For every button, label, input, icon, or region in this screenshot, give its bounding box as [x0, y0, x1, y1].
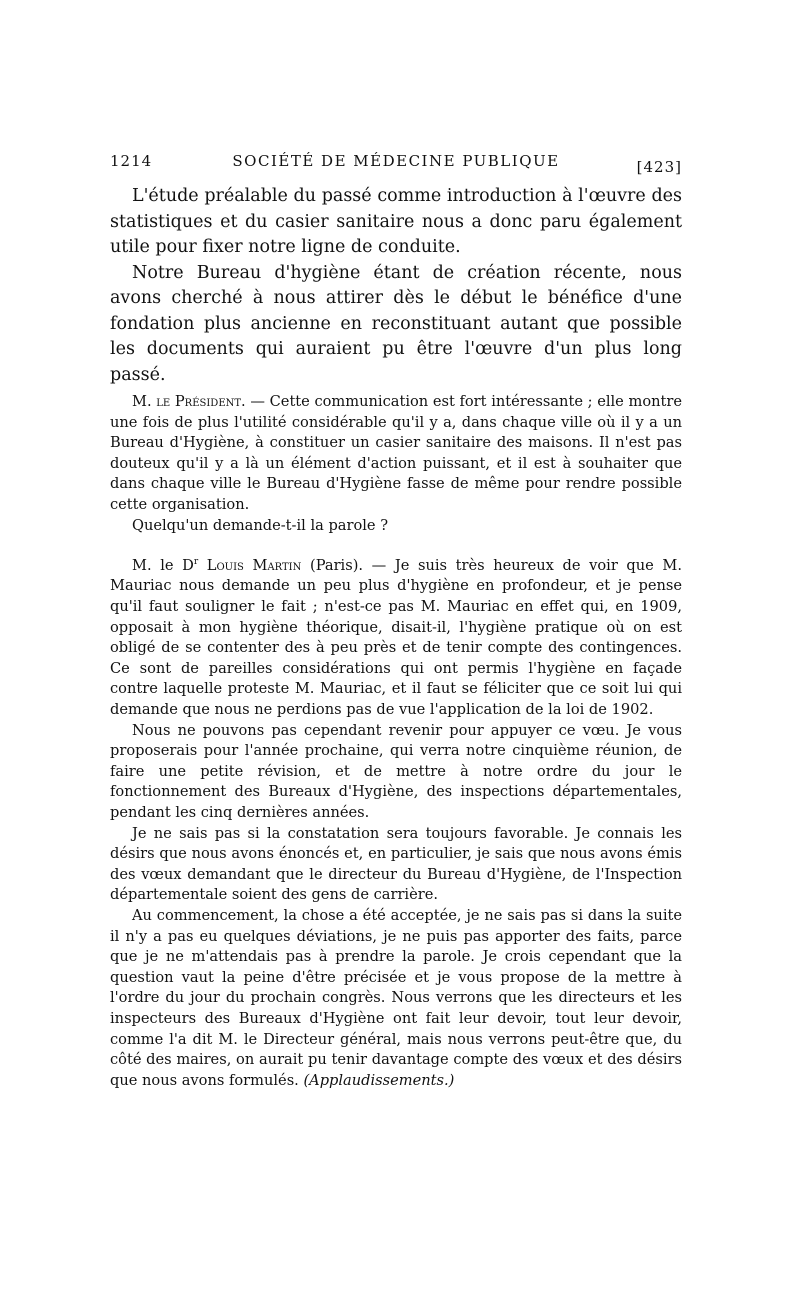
running-head [110, 148, 682, 176]
intro-paragraph-1: L'étude préalable du passé comme introduction à l'œuvre des statistiques et du casier sanitaire nous a donc paru également utile pour fixer notre ligne de conduite. [110, 186, 682, 257]
intro-text [110, 184, 682, 388]
intro-paragraph-2: Notre Bureau d'hygiène étant de création récente, nous avons cherché à nous attirer dès le début le bénéfice d'une fondation plus ancienne en reconstituant autant que possible les documents qui auraient pu être l'œuvre d'un plus long passé. [110, 262, 682, 385]
president-paragraph [110, 392, 682, 516]
martin-last-text: Au commencement, la chose a été acceptée, je ne sais pas si dans la suite il n'y a pas eu quelques déviations, je ne puis pas apporter des faits, parce que je ne m'attendais pas à prendre la parole. Je crois cependant que la question vaut la peine d'être précisée et je vous propose de la mettre à l'ordre du jour du prochain congrès. Nous verrons que les directeurs et les inspecteurs des Bureaux d'Hygiène ont fait leur devoir, tout leur devoir, comme l'a dit M. le Directeur général, mais nous verrons peut-être que, du côté des maires, on aurait pu tenir davantage compte des vœux et des désirs que nous avons formulés. [110, 906, 682, 1089]
president-question: Quelqu'un demande-t-il la parole ? [132, 516, 389, 534]
martin-intervention [110, 552, 682, 1091]
bracket-page-number: [423] [636, 158, 682, 176]
speaker-place: (Paris). [301, 556, 364, 574]
page-number: 1214 [110, 152, 153, 170]
applause-note: (Applaudissements.) [303, 1071, 455, 1089]
martin-paragraph-3: Je ne sais pas si la constatation sera toujours favorable. Je connais les désirs que nous avons énoncés et, en particulier, je sais que nous avons émis des vœux demandant que le directeur du Bureau d'Hygiène, de l'Inspection départementale soient des gens de carrière. [110, 824, 682, 904]
speaker-martin: Louis Martin [198, 556, 302, 574]
speaker-prefix: M. le D [132, 556, 194, 574]
martin-paragraph-4 [110, 906, 682, 1091]
president-text: — Cette communication est fort intéressante ; elle montre une fois de plus l'utilité considérable qu'il y a, dans chaque ville où il y a un Bureau d'Hygiène, à constituer un casier sanitaire des maisons. Il n'est pas douteux qu'il y a là un élément d'action puissant, et il est à souhaiter que dans chaque ville le Bureau d'Hygiène fasse de même pour rendre possible cette organisation. [110, 393, 682, 513]
president-intervention [110, 392, 682, 536]
running-title: SOCIÉTÉ DE MÉDECINE PUBLIQUE [232, 152, 560, 170]
martin-paragraph-2: Nous ne pouvons pas cependant revenir pour appuyer ce vœu. Je vous proposerais pour l'année prochaine, qui verra notre cinquième réunion, de faire une petite révision, et de mettre à notre ordre du jour le fonctionnement des Bureaux d'Hygiène, des inspections départementales, pendant les cinq dernières années. [110, 721, 682, 821]
speaker-title-sup: r [193, 557, 199, 567]
martin-paragraph-1 [110, 552, 682, 721]
speaker-president: M. le Président. [132, 393, 246, 410]
martin-text: — Je suis très heureux de voir que M. Mauriac nous demande un peu plus d'hygiène en profondeur, et je pense qu'il faut souligner le fait ; n'est-ce pas M. Mauriac en effet qui, en 1909, opposait à mon hygiène théorique, disait-il, l'hygiène pratique où on est obligé de se contenter des à peu près et de tenir compte des contingences. Ce sont de pareilles considérations qui ont permis l'hygiène en façade contre laquelle proteste M. Mauriac, et il faut se féliciter que ce soit lui qui demande que nous ne perdions pas de vue l'application de la loi de 1902. [110, 556, 682, 719]
